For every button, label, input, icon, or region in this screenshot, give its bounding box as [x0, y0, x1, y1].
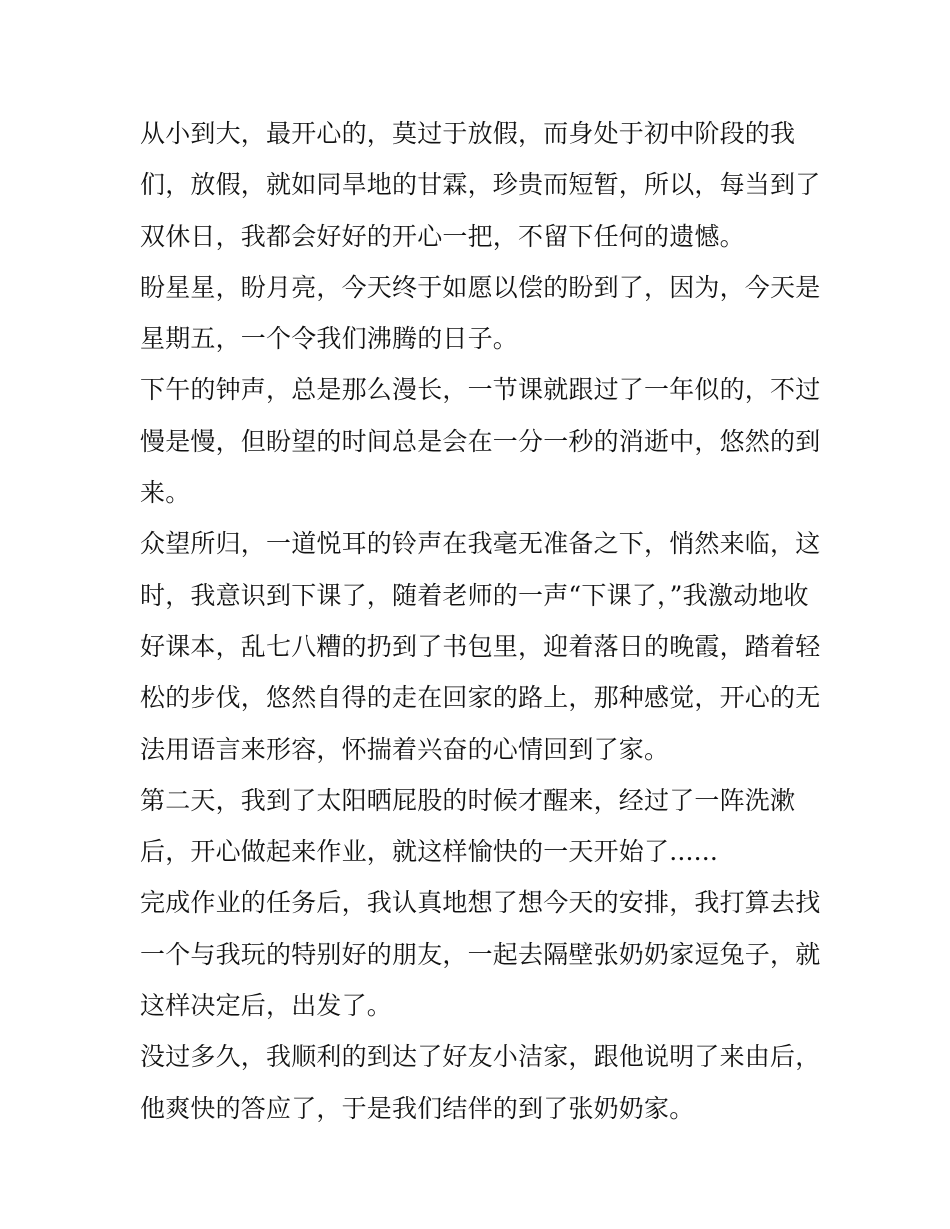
text-line: 来。	[140, 478, 191, 508]
text-line: 松的步伐，悠然自得的走在回家的路上，那种感觉，开心的无	[140, 683, 821, 713]
text-line: 盼星星，盼月亮，今天终于如愿以偿的盼到了，因为，今天是	[140, 272, 821, 302]
text-line: 慢是慢，但盼望的时间总是会在一分一秒的消逝中，悠然的到	[140, 426, 821, 456]
text-line: 众望所归，一道悦耳的铃声在我毫无准备之下，悄然来临，这	[140, 529, 821, 559]
text-line: 下午的钟声，总是那么漫长，一节课就跟过了一年似的，不过	[140, 375, 821, 405]
text-line: 时，我意识到下课了，随着老师的一声“下课了，”我激动地收	[140, 580, 809, 610]
text-line: 好课本，乱七八糟的扔到了书包里，迎着落日的晚霞，踏着轻	[140, 631, 821, 661]
text-line: 星期五，一个令我们沸腾的日子。	[140, 324, 519, 354]
text-line: 一个与我玩的特别好的朋友，一起去隔壁张奶奶家逗兔子，就	[140, 939, 821, 969]
text-line: 双休日，我都会好好的开心一把，不留下任何的遗憾。	[140, 221, 745, 251]
document-page	[140, 108, 821, 1134]
text-line: 这样决定后，出发了。	[140, 991, 393, 1021]
text-line: 没过多久，我顺利的到达了好友小洁家，跟他说明了来由后，	[140, 1042, 821, 1072]
text-line: 完成作业的任务后，我认真地想了想今天的安排，我打算去找	[140, 888, 821, 918]
text-line: 从小到大，最开心的，莫过于放假，而身处于初中阶段的我	[140, 119, 796, 148]
text-line: 法用语言来形容，怀揣着兴奋的心情回到了家。	[140, 734, 670, 764]
text-line: 他爽快的答应了，于是我们结伴的到了张奶奶家。	[140, 1093, 695, 1123]
text-line: 第二天，我到了太阳晒屁股的时候才醒来，经过了一阵洗漱	[140, 785, 796, 815]
text-line: 后，开心做起来作业，就这样愉快的一天开始了......	[140, 837, 719, 867]
text-line: 们，放假，就如同旱地的甘霖，珍贵而短暂，所以，每当到了	[140, 170, 821, 200]
